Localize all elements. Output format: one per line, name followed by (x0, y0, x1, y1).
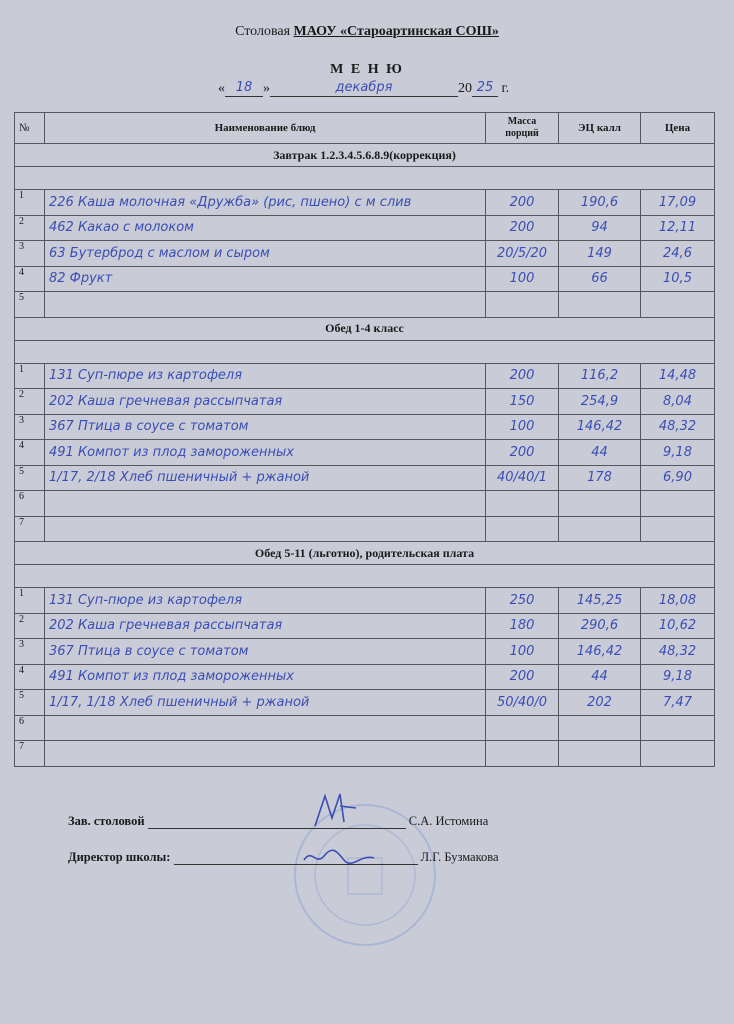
energy-value: 149 (559, 241, 641, 267)
menu-heading: М Е Н Ю (330, 62, 404, 77)
table-row (15, 465, 715, 491)
head-name: С.А. Истомина (408, 814, 489, 828)
row-number: 5 (15, 690, 45, 716)
date-line: « 18 » декабря 20 25 г. (218, 80, 510, 96)
dish-name (45, 516, 486, 542)
portion-mass: 20/5/20 (486, 241, 559, 267)
portion-mass: 200 (486, 440, 559, 466)
energy-value: 202 (559, 690, 641, 716)
energy-value (559, 516, 641, 542)
row-number: 2 (15, 215, 45, 241)
dish-name: 82 Фрукт (45, 266, 486, 292)
row-number: 3 (15, 241, 45, 267)
dish-name: 1/17, 2/18 Хлеб пшеничный + ржаной (45, 465, 486, 491)
year-prefix: 20 (458, 81, 472, 96)
dish-name: 1/17, 1/18 Хлеб пшеничный + ржаной (45, 690, 486, 716)
section-title: Обед 5-11 (льготно), родительская плата (15, 542, 715, 565)
table-row (15, 491, 715, 517)
row-number: 7 (15, 741, 45, 767)
energy-value (559, 741, 641, 767)
section-header-row (15, 317, 715, 340)
year-unit: г. (501, 81, 510, 96)
price: 18,08 (641, 588, 715, 614)
energy-value: 190,6 (559, 190, 641, 216)
director-signature-mark (300, 842, 380, 872)
portion-mass: 250 (486, 588, 559, 614)
price: 9,18 (641, 664, 715, 690)
dish-name: 367 Птица в соусе с томатом (45, 414, 486, 440)
row-number: 6 (15, 491, 45, 517)
dish-name: 462 Какао с молоком (45, 215, 486, 241)
table-row (15, 588, 715, 614)
table-row (15, 292, 715, 318)
dish-name: 367 Птица в соусе с томатом (45, 639, 486, 665)
portion-mass: 200 (486, 664, 559, 690)
energy-value: 44 (559, 664, 641, 690)
table-row (15, 363, 715, 389)
row-number: 5 (15, 292, 45, 318)
row-number: 3 (15, 414, 45, 440)
table-row (15, 715, 715, 741)
col-dish-header: Наименование блюд (45, 113, 486, 144)
energy-value (559, 292, 641, 318)
row-number: 1 (15, 190, 45, 216)
energy-value: 44 (559, 440, 641, 466)
portion-mass: 100 (486, 414, 559, 440)
price: 48,32 (641, 414, 715, 440)
portion-mass (486, 741, 559, 767)
year-suffix: 25 (476, 80, 494, 95)
col-num-header: № (15, 113, 45, 144)
director-label: Директор школы: (68, 850, 171, 864)
row-number: 1 (15, 363, 45, 389)
energy-value (559, 491, 641, 517)
section-title: Обед 1-4 класс (15, 317, 715, 340)
price: 10,62 (641, 613, 715, 639)
head-label: Зав. столовой (68, 814, 145, 828)
price: 12,11 (641, 215, 715, 241)
section-title: Завтрак 1.2.3.4.5.6.8.9(коррекция) (15, 144, 715, 167)
price (641, 715, 715, 741)
menu-table (14, 112, 715, 767)
price: 7,47 (641, 690, 715, 716)
dish-name: 131 Суп-пюре из картофеля (45, 588, 486, 614)
price: 14,48 (641, 363, 715, 389)
energy-value: 146,42 (559, 639, 641, 665)
energy-value: 94 (559, 215, 641, 241)
energy-value: 290,6 (559, 613, 641, 639)
energy-value: 116,2 (559, 363, 641, 389)
table-row (15, 639, 715, 665)
row-number: 1 (15, 588, 45, 614)
table-row (15, 266, 715, 292)
row-number: 2 (15, 613, 45, 639)
portion-mass (486, 292, 559, 318)
section-spacer-row (15, 340, 715, 363)
portion-mass (486, 491, 559, 517)
energy-value: 146,42 (559, 414, 641, 440)
table-row (15, 613, 715, 639)
dish-name: 226 Каша молочная «Дружба» (рис, пшено) с м слив (45, 190, 486, 216)
dish-name (45, 741, 486, 767)
energy-value: 145,25 (559, 588, 641, 614)
table-row (15, 690, 715, 716)
title-prefix: Столовая (235, 24, 291, 39)
price (641, 741, 715, 767)
price: 9,18 (641, 440, 715, 466)
energy-value (559, 715, 641, 741)
dish-name: 131 Суп-пюре из картофеля (45, 363, 486, 389)
director-signature-row (68, 850, 499, 865)
portion-mass (486, 516, 559, 542)
price: 8,04 (641, 389, 715, 415)
price: 17,09 (641, 190, 715, 216)
row-number: 4 (15, 440, 45, 466)
section-spacer-row (15, 167, 715, 190)
dish-name: 491 Компот из плод замороженных (45, 664, 486, 690)
head-signature-mark (310, 786, 360, 836)
portion-mass: 200 (486, 363, 559, 389)
price: 6,90 (641, 465, 715, 491)
price: 48,32 (641, 639, 715, 665)
section-header-row (15, 144, 715, 167)
price: 24,6 (641, 241, 715, 267)
row-number: 2 (15, 389, 45, 415)
table-row (15, 664, 715, 690)
row-number: 4 (15, 664, 45, 690)
energy-value: 66 (559, 266, 641, 292)
date-month: декабря (335, 80, 393, 95)
row-number: 4 (15, 266, 45, 292)
portion-mass: 200 (486, 215, 559, 241)
table-row (15, 389, 715, 415)
price: 10,5 (641, 266, 715, 292)
table-row (15, 440, 715, 466)
dish-name: 202 Каша гречневая рассыпчатая (45, 389, 486, 415)
row-number: 6 (15, 715, 45, 741)
dish-name (45, 292, 486, 318)
row-number: 7 (15, 516, 45, 542)
row-number: 5 (15, 465, 45, 491)
dish-name: 202 Каша гречневая рассыпчатая (45, 613, 486, 639)
portion-mass: 180 (486, 613, 559, 639)
col-mass-header: Масса порций (486, 113, 559, 144)
date-day: 18 (235, 80, 253, 95)
table-row (15, 190, 715, 216)
portion-mass: 100 (486, 639, 559, 665)
portion-mass: 50/40/0 (486, 690, 559, 716)
head-signature-row (68, 814, 488, 829)
portion-mass: 100 (486, 266, 559, 292)
portion-mass: 40/40/1 (486, 465, 559, 491)
table-row (15, 516, 715, 542)
energy-value: 254,9 (559, 389, 641, 415)
table-row (15, 241, 715, 267)
document-title (0, 24, 734, 40)
dish-name (45, 491, 486, 517)
price (641, 292, 715, 318)
director-name: Л.Г. Бузмакова (420, 850, 499, 864)
portion-mass (486, 715, 559, 741)
energy-value: 178 (559, 465, 641, 491)
dish-name: 63 Бутерброд с маслом и сыром (45, 241, 486, 267)
dish-name (45, 715, 486, 741)
price (641, 491, 715, 517)
col-price-header: Цена (641, 113, 715, 144)
table-row (15, 414, 715, 440)
section-spacer-row (15, 565, 715, 588)
school-name: МАОУ «Староартинская СОШ» (293, 24, 499, 39)
portion-mass: 200 (486, 190, 559, 216)
col-kcal-header: ЭЦ калл (559, 113, 641, 144)
portion-mass: 150 (486, 389, 559, 415)
price (641, 516, 715, 542)
table-row (15, 741, 715, 767)
dish-name: 491 Компот из плод замороженных (45, 440, 486, 466)
table-row (15, 215, 715, 241)
row-number: 3 (15, 639, 45, 665)
section-header-row (15, 542, 715, 565)
